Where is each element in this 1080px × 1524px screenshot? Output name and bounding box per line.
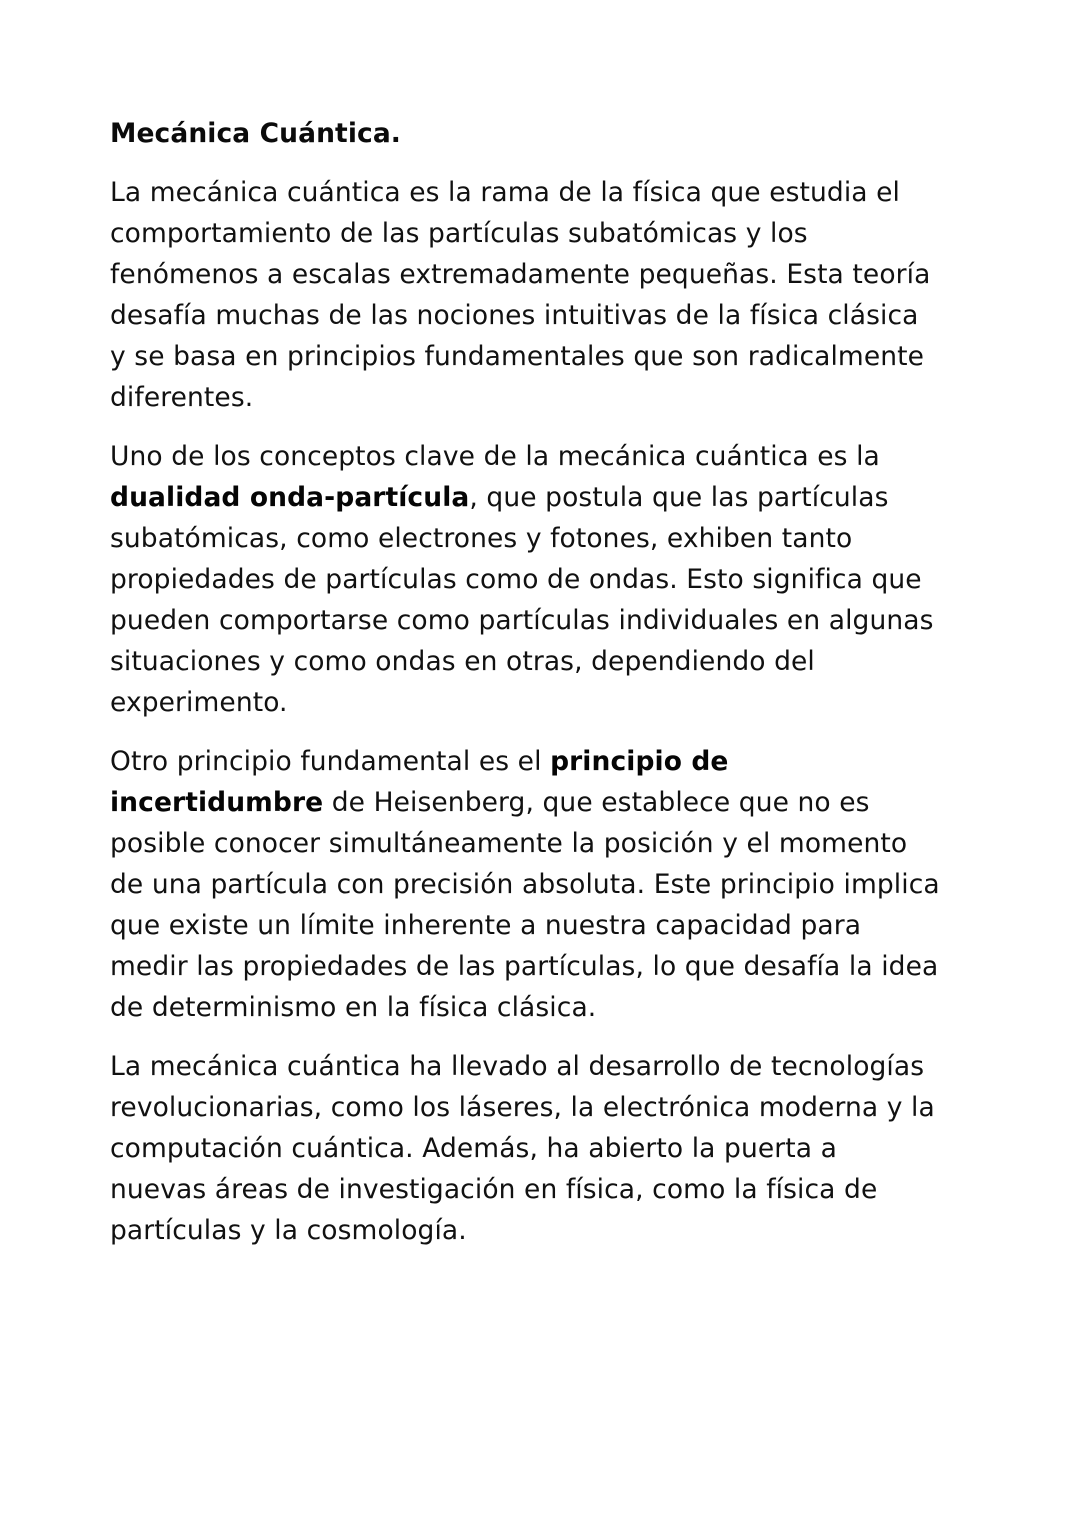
document-page [110,113,940,1251]
wave-particle-text-end: , que postula que las partículas subatómicas, como electrones y fotones, exhiben tanto propiedades de partículas como de ondas. Esto significa que pueden comportarse como partículas individuales en algunas situaciones y como ondas en otras, dependiendo del experimento. [110,482,934,718]
wave-particle-duality-term: dualidad onda-partícula [110,482,470,513]
uncertainty-text-start: Otro principio fundamental es el [110,746,551,777]
applications-paragraph: La mecánica cuántica ha llevado al desarrollo de tecnologías revolucionarias, como los láseres, la electrónica moderna y la computación cuántica. Además, ha abierto la puerta a nuevas áreas de investigación en física, como la física de partículas y la cosmología. [110,1051,935,1246]
intro-paragraph: La mecánica cuántica es la rama de la física que estudia el comportamiento de las partículas subatómicas y los fenómenos a escalas extremadamente pequeñas. Esta teoría desafía muchas de las nociones intuitivas de la física clásica y se basa en principios fundamentales que son radicalmente diferentes. [110,177,931,413]
wave-particle-text-start: Uno de los conceptos clave de la mecánica cuántica es la [110,441,880,472]
wave-particle-paragraph [110,436,940,723]
uncertainty-text-end: de Heisenberg, que establece que no es posible conocer simultáneamente la posición y el momento de una partícula con precisión absoluta. Este principio implica que existe un límite inherente a nuestra capacidad para medir las propiedades de las partículas, lo que desafía la idea de determinismo en la física clásica. [110,787,940,1023]
uncertainty-principle-term: principio de incertidumbre [110,746,729,818]
uncertainty-paragraph [110,741,940,1028]
page-title: Mecánica Cuántica. [110,118,401,149]
